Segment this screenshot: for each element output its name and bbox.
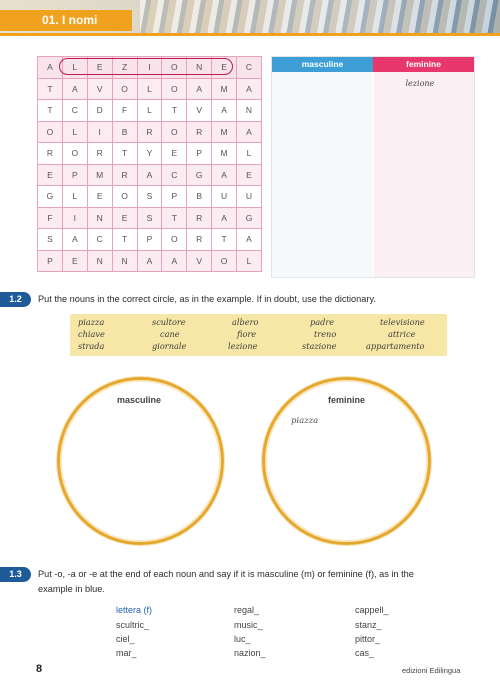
word-item: televisione bbox=[380, 317, 425, 327]
grid-cell[interactable]: N bbox=[187, 57, 212, 79]
exercise-instruction-line-1: Put -o, -a or -e at the end of each noun and say if it is masculine (m) or feminine (f), as in the bbox=[38, 569, 414, 579]
grid-cell[interactable]: C bbox=[62, 100, 87, 122]
grid-cell[interactable]: L bbox=[62, 121, 87, 143]
noun-item[interactable]: cappell_ bbox=[355, 605, 389, 615]
grid-cell[interactable]: E bbox=[112, 207, 137, 229]
grid-cell[interactable]: Y bbox=[137, 143, 162, 165]
grid-cell[interactable]: P bbox=[162, 186, 187, 208]
word-item: albero bbox=[232, 317, 259, 327]
grid-cell[interactable]: G bbox=[237, 207, 262, 229]
grid-cell[interactable]: A bbox=[212, 164, 237, 186]
grid-cell[interactable]: A bbox=[212, 207, 237, 229]
grid-cell[interactable]: R bbox=[38, 143, 63, 165]
grid-cell[interactable]: O bbox=[212, 250, 237, 272]
grid-row bbox=[38, 164, 262, 186]
feminine-circle-title: feminine bbox=[328, 395, 366, 405]
exercise-instruction: Put the nouns in the correct circle, as in the example. If in doubt, use the dictionary. bbox=[38, 294, 376, 304]
grid-cell[interactable]: O bbox=[62, 143, 87, 165]
grid-cell[interactable]: I bbox=[137, 57, 162, 79]
noun-item[interactable]: music_ bbox=[234, 620, 263, 630]
grid-cell[interactable]: R bbox=[187, 207, 212, 229]
grid-cell[interactable]: B bbox=[112, 121, 137, 143]
grid-row bbox=[38, 100, 262, 122]
noun-item[interactable]: scultric_ bbox=[116, 620, 150, 630]
grid-cell[interactable]: R bbox=[137, 121, 162, 143]
masculine-column[interactable] bbox=[272, 72, 374, 277]
exercise-instruction-line-2: example in blue. bbox=[38, 584, 105, 594]
grid-cell[interactable]: S bbox=[38, 229, 63, 251]
grid-cell[interactable]: L bbox=[237, 250, 262, 272]
grid-cell[interactable]: C bbox=[87, 229, 112, 251]
word-item: piazza bbox=[78, 317, 105, 327]
feminine-column[interactable] bbox=[374, 72, 475, 277]
grid-cell[interactable]: P bbox=[187, 143, 212, 165]
noun-item[interactable]: nazion_ bbox=[234, 648, 266, 658]
grid-cell[interactable]: O bbox=[112, 78, 137, 100]
header-rule bbox=[0, 33, 500, 36]
grid-cell[interactable]: R bbox=[112, 164, 137, 186]
grid-cell[interactable]: T bbox=[212, 229, 237, 251]
grid-row bbox=[38, 121, 262, 143]
grid-cell[interactable]: A bbox=[62, 78, 87, 100]
grid-row bbox=[38, 143, 262, 165]
word-search-grid bbox=[37, 56, 262, 272]
grid-cell[interactable]: C bbox=[237, 57, 262, 79]
grid-cell[interactable]: A bbox=[237, 229, 262, 251]
grid-cell[interactable]: M bbox=[87, 164, 112, 186]
word-item: strada bbox=[78, 341, 105, 351]
feminine-header: feminine bbox=[373, 57, 474, 72]
word-item: giornale bbox=[152, 341, 187, 351]
grid-cell[interactable]: P bbox=[137, 229, 162, 251]
grid-cell[interactable]: R bbox=[187, 121, 212, 143]
grid-cell[interactable]: U bbox=[237, 186, 262, 208]
grid-cell[interactable]: R bbox=[187, 229, 212, 251]
grid-cell[interactable]: N bbox=[237, 100, 262, 122]
grid-cell[interactable]: I bbox=[87, 121, 112, 143]
grid-cell[interactable]: U bbox=[212, 186, 237, 208]
grid-cell[interactable]: O bbox=[162, 121, 187, 143]
grid-cell[interactable]: M bbox=[212, 78, 237, 100]
grid-cell[interactable]: N bbox=[87, 250, 112, 272]
chapter-header bbox=[0, 0, 500, 36]
noun-item[interactable]: ciel_ bbox=[116, 634, 135, 644]
grid-cell[interactable]: S bbox=[137, 207, 162, 229]
grid-cell[interactable]: O bbox=[162, 229, 187, 251]
grid-cell[interactable]: E bbox=[38, 164, 63, 186]
grid-cell[interactable]: Z bbox=[112, 57, 137, 79]
grid-cell[interactable]: E bbox=[237, 164, 262, 186]
word-item: fiore bbox=[237, 329, 257, 339]
header-photo-strip bbox=[140, 0, 500, 36]
word-item: padre bbox=[310, 317, 335, 327]
publisher-name: edizioni Edilingua bbox=[402, 666, 461, 675]
grid-cell[interactable]: E bbox=[162, 143, 187, 165]
word-item: stazione bbox=[302, 341, 337, 351]
grid-cell[interactable]: T bbox=[162, 100, 187, 122]
grid-row bbox=[38, 250, 262, 272]
noun-item[interactable]: pittor_ bbox=[355, 634, 381, 644]
masculine-circle-title: masculine bbox=[117, 395, 162, 405]
grid-cell[interactable]: G bbox=[187, 164, 212, 186]
grid-cell[interactable]: A bbox=[237, 121, 262, 143]
page-number: 8 bbox=[36, 663, 43, 675]
grid-cell[interactable]: T bbox=[38, 78, 63, 100]
noun-item: lettera (f) bbox=[116, 605, 153, 615]
grid-cell[interactable]: V bbox=[187, 100, 212, 122]
word-item: appartamento bbox=[366, 341, 425, 351]
feminine-example-word: lezione bbox=[405, 79, 435, 88]
feminine-circle-example: piazza bbox=[291, 416, 319, 426]
grid-cell[interactable]: A bbox=[38, 57, 63, 79]
grid-cell[interactable]: R bbox=[87, 143, 112, 165]
grid-cell[interactable]: N bbox=[87, 207, 112, 229]
grid-cell[interactable]: B bbox=[187, 186, 212, 208]
grid-cell[interactable]: A bbox=[137, 164, 162, 186]
noun-item[interactable]: cas_ bbox=[355, 648, 375, 658]
grid-cell[interactable]: F bbox=[112, 100, 137, 122]
word-item: cane bbox=[160, 329, 180, 339]
grid-cell[interactable]: V bbox=[87, 78, 112, 100]
grid-cell[interactable]: L bbox=[137, 100, 162, 122]
grid-cell[interactable]: L bbox=[62, 186, 87, 208]
grid-cell[interactable]: F bbox=[38, 207, 63, 229]
grid-row bbox=[38, 207, 262, 229]
grid-cell[interactable]: T bbox=[112, 229, 137, 251]
noun-item[interactable]: mar_ bbox=[116, 648, 137, 658]
gender-table bbox=[271, 56, 475, 278]
grid-cell[interactable]: A bbox=[62, 229, 87, 251]
grid-cell[interactable]: E bbox=[62, 250, 87, 272]
grid-cell[interactable]: N bbox=[112, 250, 137, 272]
grid-cell[interactable]: G bbox=[38, 186, 63, 208]
chapter-title: 01. I nomi bbox=[0, 10, 132, 31]
grid-cell[interactable]: T bbox=[162, 207, 187, 229]
grid-row bbox=[38, 229, 262, 251]
grid-cell[interactable]: O bbox=[38, 121, 63, 143]
grid-cell[interactable]: E bbox=[212, 57, 237, 79]
grid-cell[interactable]: A bbox=[162, 250, 187, 272]
noun-item[interactable]: stanz_ bbox=[355, 620, 382, 630]
grid-cell[interactable]: V bbox=[187, 250, 212, 272]
grid-cell[interactable]: P bbox=[38, 250, 63, 272]
grid-cell[interactable]: A bbox=[187, 78, 212, 100]
grid-cell[interactable]: T bbox=[112, 143, 137, 165]
grid-cell[interactable]: L bbox=[62, 57, 87, 79]
grid-cell[interactable]: M bbox=[212, 143, 237, 165]
grid-cell[interactable]: P bbox=[62, 164, 87, 186]
grid-cell[interactable]: D bbox=[87, 100, 112, 122]
grid-cell[interactable]: C bbox=[162, 164, 187, 186]
exercise-number: 1.2 bbox=[0, 292, 31, 307]
grid-cell[interactable]: T bbox=[38, 100, 63, 122]
word-item: scultore bbox=[152, 317, 186, 327]
word-item: lezione bbox=[228, 341, 258, 351]
example-word-oval bbox=[59, 58, 233, 75]
grid-cell[interactable]: A bbox=[237, 78, 262, 100]
grid-cell[interactable]: O bbox=[162, 78, 187, 100]
word-box bbox=[70, 314, 447, 356]
word-item: treno bbox=[314, 329, 337, 339]
word-item: chiave bbox=[78, 329, 105, 339]
grid-cell[interactable]: O bbox=[162, 57, 187, 79]
grid-cell[interactable]: M bbox=[212, 121, 237, 143]
grid-cell[interactable]: S bbox=[137, 186, 162, 208]
noun-item[interactable]: regal_ bbox=[234, 605, 260, 615]
masculine-header: masculine bbox=[272, 57, 373, 72]
word-item: attrice bbox=[388, 329, 416, 339]
grid-cell[interactable]: E bbox=[87, 57, 112, 79]
grid-cell[interactable]: E bbox=[87, 186, 112, 208]
grid-cell[interactable]: A bbox=[212, 100, 237, 122]
grid-cell[interactable]: A bbox=[137, 250, 162, 272]
grid-row bbox=[38, 186, 262, 208]
grid-cell[interactable]: L bbox=[237, 143, 262, 165]
grid-row bbox=[38, 78, 262, 100]
grid-cell[interactable]: O bbox=[112, 186, 137, 208]
exercise-number: 1.3 bbox=[0, 567, 31, 582]
grid-cell[interactable]: L bbox=[137, 78, 162, 100]
noun-item[interactable]: luc_ bbox=[234, 634, 251, 644]
grid-cell[interactable]: I bbox=[62, 207, 87, 229]
